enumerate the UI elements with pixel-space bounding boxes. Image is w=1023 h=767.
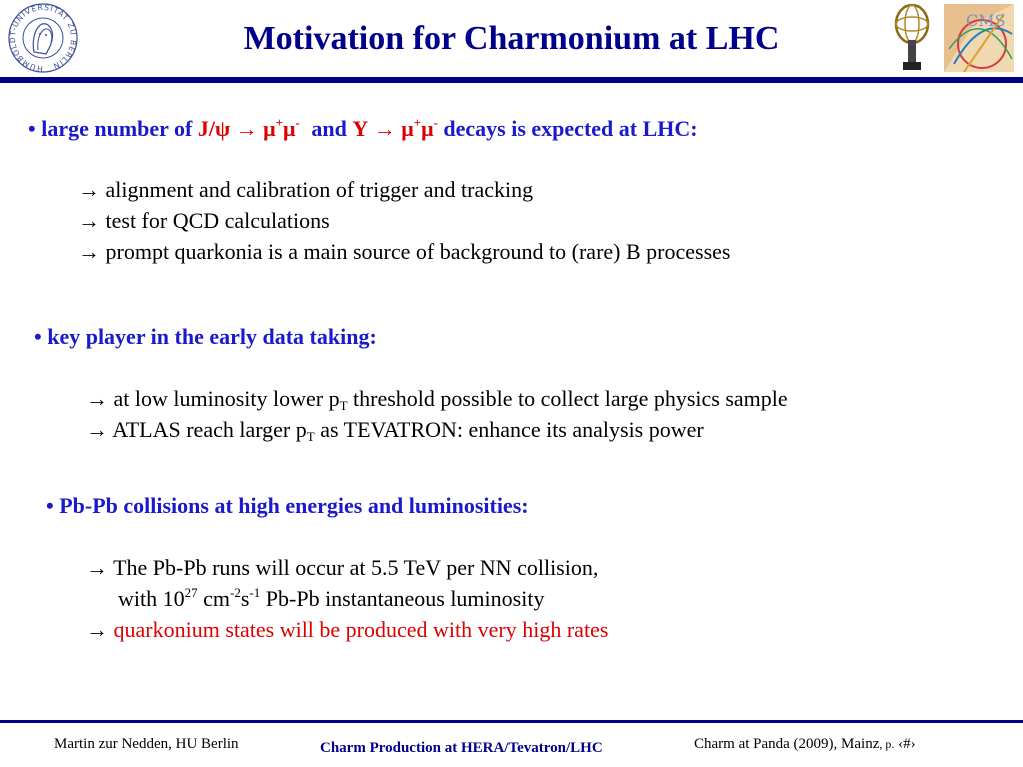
list-item: → The Pb-Pb runs will occur at 5.5 TeV per NN collision, bbox=[86, 555, 599, 580]
mu-symbol: μ bbox=[283, 116, 296, 141]
bullet-large-number-decays bbox=[28, 116, 698, 142]
list-item-text: threshold possible to collect large physics sample bbox=[353, 386, 788, 411]
bullet-pbpb-collisions bbox=[46, 493, 529, 519]
upsilon-decay-text bbox=[352, 116, 438, 141]
list-item: → test for QCD calculations bbox=[78, 208, 330, 233]
pt-subscript: T bbox=[306, 429, 315, 444]
footer-page-number: ‹#› bbox=[898, 736, 916, 752]
list-item bbox=[86, 617, 608, 643]
list-item-text: as TEVATRON: enhance its analysis power bbox=[320, 417, 704, 442]
header-divider bbox=[0, 77, 1023, 83]
seal-text: HUMBOLDT-UNIVERSITÄT ZU BERLIN bbox=[7, 2, 79, 74]
arrow-glyph: → bbox=[86, 617, 108, 642]
footer-divider bbox=[0, 720, 1023, 723]
upsilon-decay-main: Υ → μ bbox=[352, 116, 414, 141]
footer-event-text: Charm at Panda (2009), Mainz bbox=[694, 736, 880, 752]
bullet-point: • bbox=[46, 493, 54, 518]
list-item-text: s bbox=[240, 586, 250, 611]
and-text: and bbox=[311, 116, 347, 141]
cms-logo-text: CMS bbox=[966, 11, 1006, 30]
cms-logo bbox=[944, 4, 1014, 72]
upsilon-mu-symbol: μ bbox=[421, 116, 434, 141]
bullet-heading: key player in the early data taking: bbox=[47, 324, 377, 349]
bullet-point: • bbox=[34, 324, 42, 349]
list-item-text: cm bbox=[203, 586, 231, 611]
footer-talk-title: Charm Production at HERA/Tevatron/LHC bbox=[320, 740, 603, 756]
bullet-tail-text: decays is expected at LHC: bbox=[443, 116, 698, 141]
list-item-text: → at low luminosity lower p bbox=[86, 386, 340, 411]
highlight-text: quarkonium states will be produced with very high rates bbox=[113, 617, 609, 642]
bullet-heading: Pb-Pb collisions at high energies and luminosities: bbox=[59, 493, 529, 518]
page-title: Motivation for Charmonium at LHC bbox=[243, 20, 780, 57]
jpsi-decay-text bbox=[198, 116, 300, 141]
list-item-text: with 10 bbox=[118, 586, 185, 611]
exponent: 27 bbox=[184, 585, 198, 600]
bullet-key-player bbox=[34, 324, 377, 350]
mu-minus-sup: - bbox=[295, 115, 300, 130]
list-item: → alignment and calibration of trigger and tracking bbox=[78, 177, 534, 202]
upsilon-mu-plus-sup: + bbox=[413, 115, 422, 130]
bullet-lead-text: large number of bbox=[41, 116, 193, 141]
list-item bbox=[118, 586, 544, 612]
footer-page-label: , p. bbox=[879, 737, 895, 751]
upsilon-mu-minus-sup: - bbox=[433, 115, 438, 130]
pt-subscript: T bbox=[339, 398, 348, 413]
list-item-text: Pb-Pb instantaneous luminosity bbox=[265, 586, 545, 611]
jpsi-decay-main: J/ψ → μ bbox=[197, 116, 276, 141]
list-item bbox=[86, 417, 704, 443]
exponent: -1 bbox=[249, 585, 261, 600]
atlas-figure-icon bbox=[890, 2, 934, 72]
bullet-point: • bbox=[28, 116, 36, 141]
footer-author: Martin zur Nedden, HU Berlin bbox=[54, 736, 239, 752]
list-item-text: → ATLAS reach larger p bbox=[86, 417, 307, 442]
list-item bbox=[86, 386, 788, 412]
exponent: -2 bbox=[230, 585, 241, 600]
footer-event bbox=[694, 736, 916, 753]
list-item: → prompt quarkonia is a main source of background to (rare) B processes bbox=[78, 239, 731, 264]
mu-plus-sup: + bbox=[275, 115, 283, 130]
